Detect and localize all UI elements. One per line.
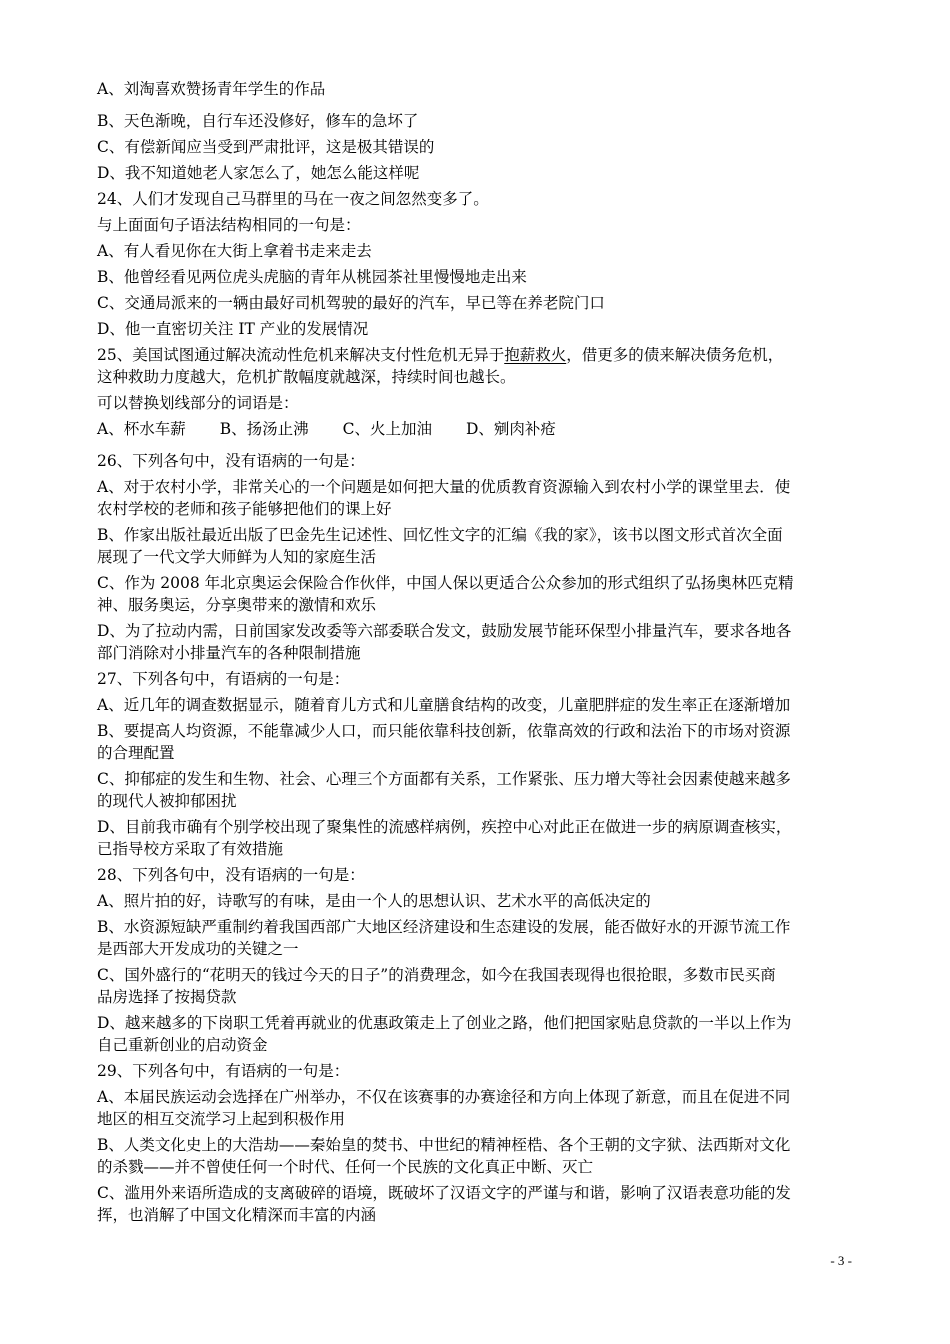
page-number: - 3 - <box>830 1253 852 1268</box>
q25-option-b: B、扬汤止沸 <box>219 420 309 438</box>
q24-option-d: D、他一直密切关注 IT 产业的发展情况 <box>97 320 369 338</box>
q29-option-c: C、滥用外来语所造成的支离破碎的语境，既破坏了汉语文字的严谨与和谐，影响了汉语表意功能的发 <box>97 1184 791 1202</box>
q27-option-d-cont: 已指导校方采取了有效措施 <box>97 840 284 858</box>
q27-option-b: B、要提高人均资源，不能靠减少人口，而只能依靠科技创新，依靠高效的行政和法治下的市场对资源 <box>97 722 791 740</box>
q27-option-b-cont: 的合理配置 <box>97 744 175 762</box>
q28-option-d-cont: 自己重新创业的启动资金 <box>97 1036 268 1054</box>
question-25-prompt: 可以替换划线部分的词语是： <box>97 394 299 412</box>
q27-option-c: C、抑郁症的发生和生物、社会、心理三个方面都有关系，工作紧张、压力增大等社会因素使越来越多 <box>97 770 791 788</box>
q24-option-b: B、他曾经看见两位虎头虎脑的青年从桃园茶社里慢慢地走出来 <box>97 268 527 286</box>
q28-option-b-cont: 是西部大开发成功的关键之一 <box>97 940 299 958</box>
q24-option-c: C、交通局派来的一辆由最好司机驾驶的最好的汽车，早已等在养老院门口 <box>97 294 605 312</box>
q27-option-a: A、近几年的调查数据显示，随着育儿方式和儿童膳食结构的改变，儿童肥胖症的发生率正在逐渐增加 <box>97 696 791 714</box>
q26-option-d-cont: 部门消除对小排量汽车的各种限制措施 <box>97 644 361 662</box>
option-d-line: D、我不知道她老人家怎么了，她怎么能这样呢 <box>97 164 420 182</box>
q26-option-c: C、作为 2008 年北京奥运会保险合作伙伴，中国人保以更适合公众参加的形式组织了弘扬奥林匹克精 <box>97 574 794 592</box>
option-a-line: A、刘淘喜欢赞扬青年学生的作品 <box>97 80 326 98</box>
q28-option-c-cont: 品房选择了按揭贷款 <box>97 988 237 1006</box>
question-24-prompt: 与上面面句子语法结构相同的一句是： <box>97 216 361 234</box>
q26-option-b-cont: 展现了一代文学大师鲜为人知的家庭生活 <box>97 548 377 566</box>
question-25-continued: 这种救助力度越大，危机扩散幅度就越深，持续时间也越长。 <box>97 368 516 386</box>
option-c-line: C、有偿新闻应当受到严肃批评，这是极其错误的 <box>97 138 435 156</box>
option-b-line: B、天色渐晚，自行车还没修好，修车的急坏了 <box>97 112 419 130</box>
question-27: 27、下列各句中，有语病的一句是： <box>97 670 350 688</box>
q24-option-a: A、有人看见你在大街上拿着书走来走去 <box>97 242 372 260</box>
q28-option-c: C、国外盛行的“花明天的钱过今天的日子”的消费理念，如今在我国表现得也很抢眼，多数市民买商 <box>97 966 776 984</box>
q27-option-d: D、目前我市确有个别学校出现了聚集性的流感样病例，疾控中心对此正在做进一步的病原调查核实， <box>97 818 792 836</box>
q27-option-c-cont: 的现代人被抑郁困扰 <box>97 792 237 810</box>
q25-option-c: C、火上加油 <box>342 420 432 438</box>
q29-option-c-cont: 挥，也消解了中国文化精深而丰富的内涵 <box>97 1206 377 1224</box>
question-25-text-b: ，借更多的债来解决债务危机， <box>566 346 784 364</box>
q28-option-a: A、照片拍的好，诗歌写的有味，是由一个人的思想认识、艺术水平的高低决定的 <box>97 892 651 910</box>
q26-option-c-cont: 神、服务奥运，分享奥带来的激情和欢乐 <box>97 596 377 614</box>
q26-option-a-cont: 农村学校的老师和孩子能够把他们的课上好 <box>97 500 392 518</box>
q26-option-a: A、对于农村小学，非常关心的一个问题是如何把大量的优质教育资源输入到农村小学的课堂里去．使 <box>97 478 791 496</box>
question-25-text-a: 25、美国试图通过解决流动性危机来解决支付性危机无异于 <box>97 346 505 364</box>
q26-option-b: B、作家出版社最近出版了巴金先生记述性、回忆性文字的汇编《我的家》，该书以图文形式首次全面 <box>97 526 783 544</box>
q25-option-a: A、杯水车薪 <box>97 420 186 438</box>
question-29: 29、下列各句中，有语病的一句是： <box>97 1062 350 1080</box>
question-25 <box>97 344 855 366</box>
q26-option-d: D、为了拉动内需，日前国家发改委等六部委联合发文，鼓励发展节能环保型小排量汽车，要求各地各 <box>97 622 792 640</box>
question-28: 28、下列各句中，没有语病的一句是： <box>97 866 365 884</box>
q28-option-d: D、越来越多的下岗职工凭着再就业的优惠政策走上了创业之路，他们把国家贴息贷款的一半以上作为 <box>97 1014 792 1032</box>
question-24: 24、人们才发现自己马群里的马在一夜之间忽然变多了。 <box>97 190 489 208</box>
question-26: 26、下列各句中，没有语病的一句是： <box>97 452 365 470</box>
q29-option-b: B、人类文化史上的大浩劫——秦始皇的焚书、中世纪的精神桎梏、各个王朝的文字狱、法西斯对文化 <box>97 1136 791 1154</box>
q29-option-a-cont: 地区的相互交流学习上起到积极作用 <box>97 1110 346 1128</box>
q25-options <box>97 418 855 440</box>
q25-option-d: D、剜肉补疮 <box>465 420 556 438</box>
q28-option-b: B、水资源短缺严重制约着我国西部广大地区经济建设和生态建设的发展，能否做好水的开源节流工作 <box>97 918 791 936</box>
q29-option-a: A、本届民族运动会选择在广州举办，不仅在该赛事的办赛途径和方向上体现了新意，而且在促进不同 <box>97 1088 791 1106</box>
q29-option-b-cont: 的杀戮——并不曾使任何一个时代、任何一个民族的文化真正中断、灭亡 <box>97 1158 594 1176</box>
underlined-phrase: 抱薪救火 <box>504 346 567 364</box>
